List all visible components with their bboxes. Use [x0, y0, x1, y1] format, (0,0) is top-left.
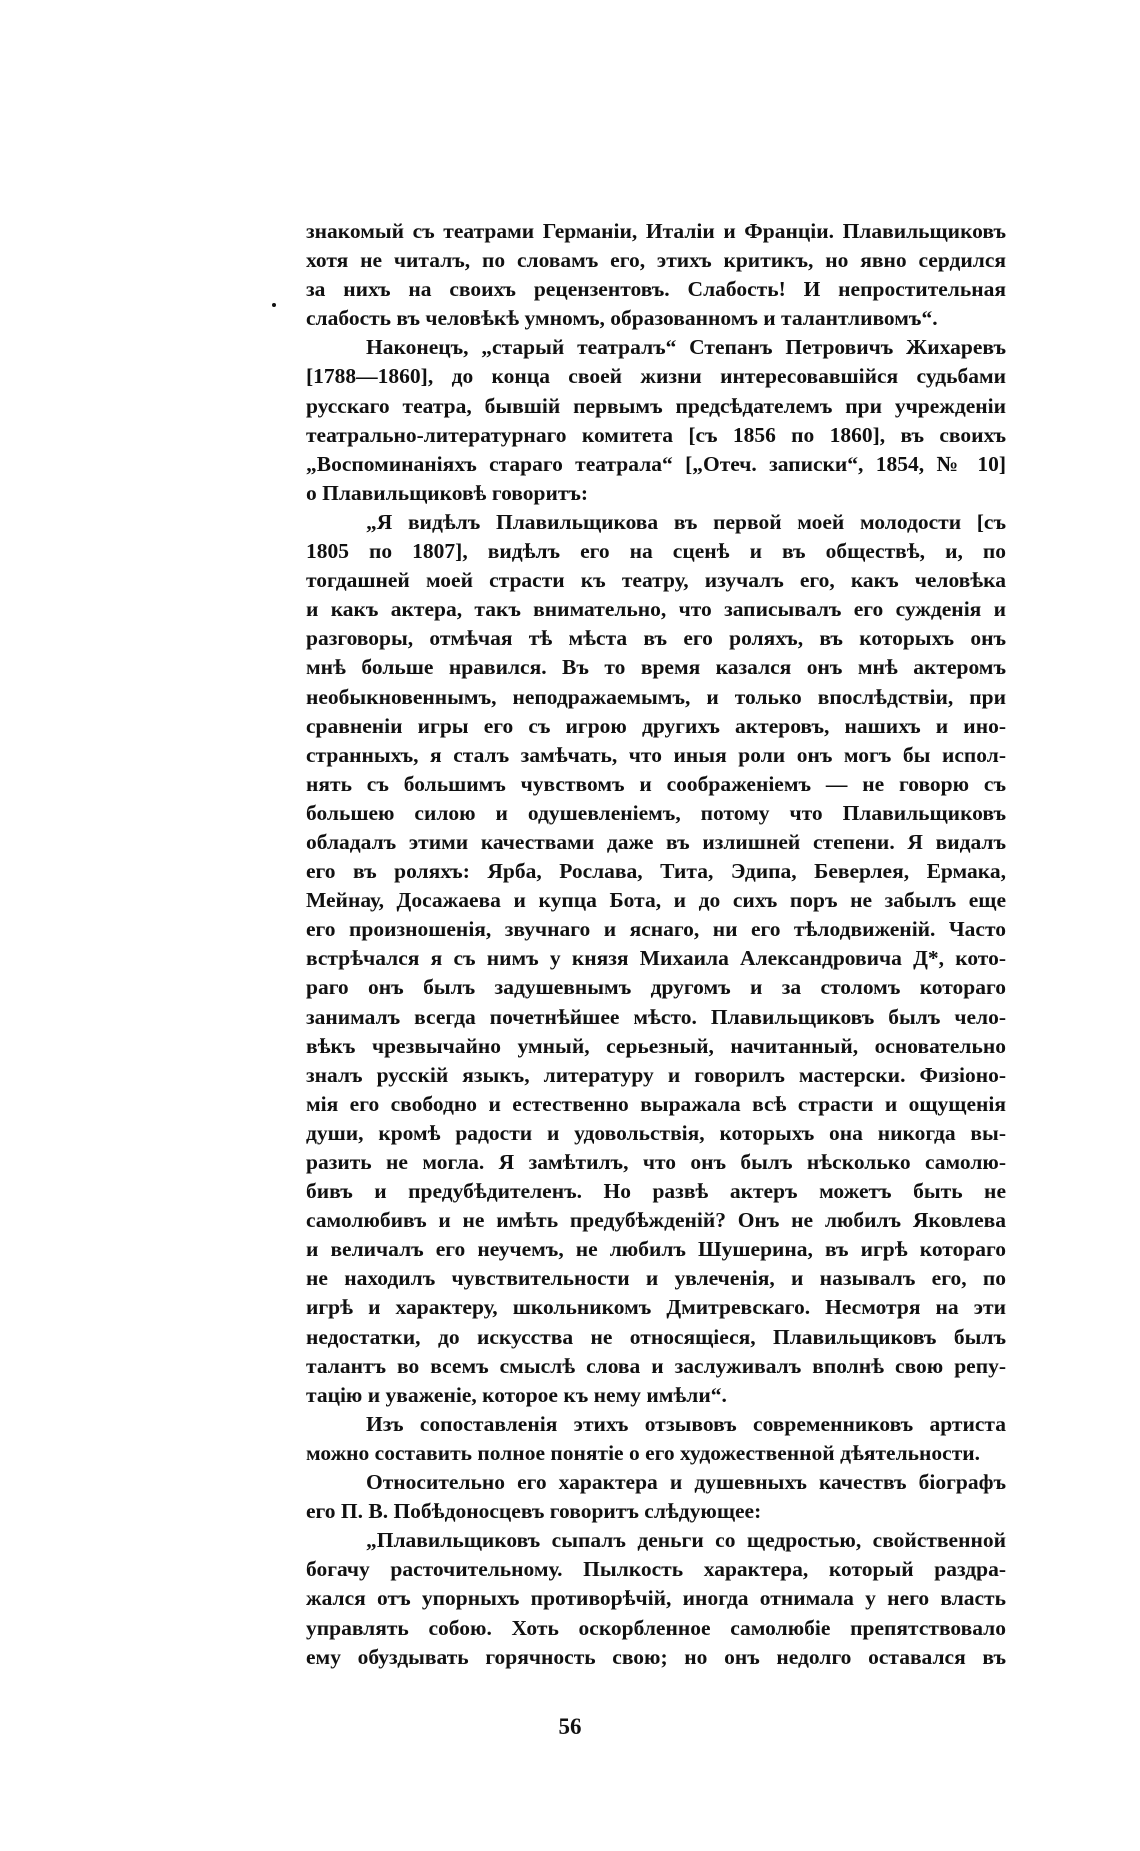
- text-line: бивъ и предубѣдителенъ. Но развѣ актеръ можетъ быть не: [306, 1179, 1006, 1204]
- text-line: вѣкъ чрезвычайно умный, серьезный, начитанный, основательно: [306, 1033, 1006, 1058]
- text-line: 1805 по 1807], видѣлъ его на сценѣ и въ обществѣ, и, по: [306, 539, 1006, 564]
- margin-mark: [272, 303, 276, 307]
- text-line: мнѣ больше нравился. Въ то время казался онъ мнѣ актеромъ: [306, 655, 1006, 680]
- text-line: русскаго театра, бывшій первымъ предсѣдателемъ при учрежденіи: [306, 393, 1006, 418]
- text-line: тогдашней моей страсти къ театру, изучалъ его, какъ человѣка: [306, 568, 1006, 593]
- text-line: зналъ русскій языкъ, литературу и говорилъ мастерски. Физіоно-: [306, 1062, 1006, 1087]
- text-line: большею силою и одушевленіемъ, потому что Плавильщиковъ: [306, 800, 1006, 825]
- text-line: занималъ всегда почетнѣйшее мѣсто. Плавильщиковъ былъ чело-: [306, 1004, 1006, 1029]
- text-line: самолюбивъ и не имѣть предубѣжденій? Онъ не любилъ Яковлева: [306, 1208, 1006, 1233]
- text-line: Изъ сопоставленія этихъ отзывовъ современниковъ артиста: [366, 1411, 1006, 1436]
- text-line: и какъ актера, такъ внимательно, что записывалъ его сужденія и: [306, 597, 1006, 622]
- paragraph: [306, 1468, 1006, 1526]
- text-line: „Плавильщиковъ сыпалъ деньги со щедростью, свойственной: [366, 1528, 1006, 1553]
- text-line: [1788—1860], до конца своей жизни интересовавшійся судьбами: [306, 364, 1006, 389]
- text-line: и величалъ его неучемъ, не любилъ Шушерина, въ игрѣ котораго: [306, 1237, 1006, 1262]
- text-line: не находилъ чувствительности и увлеченія, и называлъ его, по: [306, 1266, 1006, 1291]
- text-line: разить не могла. Я замѣтилъ, что онъ былъ нѣсколько самолю-: [306, 1150, 1006, 1174]
- text-line: недостатки, до искусства не относящіеся, Плавильщиковъ былъ: [306, 1324, 1006, 1349]
- text-line: души, кромѣ радости и удовольствія, которыхъ она никогда вы-: [306, 1120, 1006, 1145]
- text-line: игрѣ и характеру, школьникомъ Дмитревскаго. Несмотря на эти: [306, 1295, 1006, 1320]
- text-line: „Я видѣлъ Плавильщикова въ первой моей молодости [съ: [366, 509, 1006, 534]
- body-text: [306, 217, 1006, 1672]
- text-line: встрѣчался я съ нимъ у князя Михаила Александровича Д*, кото-: [306, 946, 1006, 971]
- text-line: хотя не читалъ, по словамъ его, этихъ критикъ, но явно сердился: [306, 248, 1006, 273]
- paragraph: [306, 1526, 1006, 1671]
- text-line: ему обуздывать горячность свою; но онъ недолго оставался въ: [306, 1644, 1006, 1669]
- text-line: Наконецъ, „старый театралъ“ Степанъ Петровичъ Жихаревъ: [366, 335, 1006, 360]
- text-line: обладалъ этими качествами даже въ излишней степени. Я видалъ: [306, 829, 1006, 854]
- page-number: 56: [558, 1714, 582, 1739]
- paragraph: [306, 217, 1006, 333]
- text-line: сравненіи игры его съ игрою другихъ актеровъ, нашихъ и ино-: [306, 713, 1006, 738]
- text-line: знакомый съ театрами Германіи, Италіи и Франціи. Плавильщиковъ: [306, 219, 1006, 243]
- text-line: необыкновеннымъ, неподражаемымъ, и только впослѣдствіи, при: [306, 684, 1006, 709]
- text-line: его П. В. Побѣдоносцевъ говоритъ слѣдующее:: [306, 1499, 762, 1524]
- text-line: жался отъ упорныхъ противорѣчій, иногда отнимала у него власть: [306, 1586, 1006, 1611]
- paragraph: [306, 1410, 1006, 1468]
- paragraph: [306, 333, 1006, 508]
- text-line: слабость въ человѣкѣ умномъ, образованномъ и талантливомъ“.: [306, 306, 938, 331]
- text-line: „Воспоминаніяхъ стараго театрала“ [„Отеч. записки“, 1854, № 10]: [306, 451, 1006, 476]
- text-line: мія его свободно и естественно выражала всѣ страсти и ощущенія: [306, 1091, 1006, 1116]
- text-line: нять съ большимъ чувствомъ и соображеніемъ — не говорю съ: [306, 771, 1006, 796]
- text-line: можно составить полное понятіе о его художественной дѣятельности.: [306, 1440, 981, 1465]
- text-line: о Плавильщиковѣ говоритъ:: [306, 480, 589, 505]
- text-line: богачу расточительному. Пылкость характера, который раздра-: [306, 1557, 1006, 1582]
- text-line: за нихъ на своихъ рецензентовъ. Слабость! И непростительная: [306, 277, 1006, 302]
- text-line: Относительно его характера и душевныхъ качествъ біографъ: [366, 1470, 1006, 1495]
- text-line: Мейнау, Досажаева и купца Бота, и до сихъ поръ не забылъ еще: [306, 888, 1006, 913]
- text-line: разговоры, отмѣчая тѣ мѣста въ его роляхъ, въ которыхъ онъ: [306, 626, 1006, 651]
- text-line: его произношенія, звучнаго и яснаго, ни его тѣлодвиженій. Часто: [306, 917, 1006, 942]
- text-line: тацію и уваженіе, которое къ нему имѣли“.: [306, 1382, 727, 1407]
- paragraph: [306, 508, 1006, 1410]
- text-line: талантъ во всемъ смыслѣ слова и заслуживалъ вполнѣ свою репу-: [306, 1353, 1006, 1378]
- text-line: странныхъ, я сталъ замѣчать, что иныя роли онъ могъ бы испол-: [306, 742, 1006, 767]
- text-line: раго онъ былъ задушевнымъ другомъ и за столомъ котораго: [306, 975, 1006, 1000]
- text-line: театрально-литературнаго комитета [съ 1856 по 1860], въ своихъ: [306, 422, 1006, 447]
- text-line: управлять собою. Хоть оскорбленное самолюбіе препятствовало: [306, 1615, 1006, 1640]
- text-line: его въ роляхъ: Ярба, Рослава, Тита, Эдипа, Беверлея, Ермака,: [306, 859, 1006, 884]
